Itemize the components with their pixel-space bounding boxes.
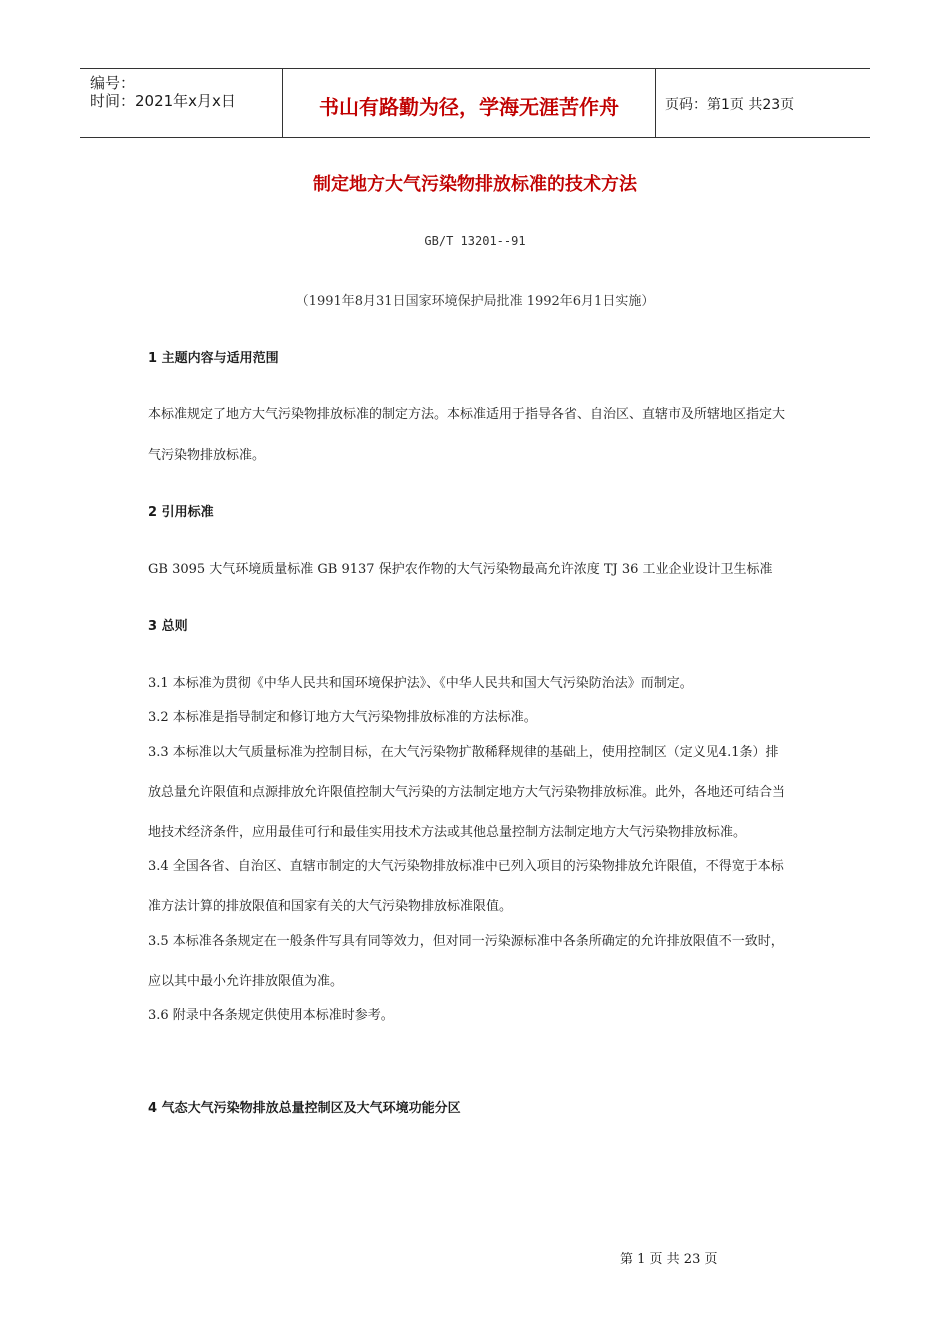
clause-3-4-line-2: 准方法计算的排放限值和国家有关的大气污染物排放标准限值。 xyxy=(148,899,513,914)
clause-3-3-line-3: 地技术经济条件，应用最佳可行和最佳实用技术方法或其他总量控制方法制定地方大气污染物排放标准。 xyxy=(148,825,747,840)
header-page-cell xyxy=(655,69,870,137)
header-motto-cell xyxy=(282,69,656,137)
section-1-heading: 1 主题内容与适用范围 xyxy=(148,351,279,366)
page-info: 页码：第1页 共23页 xyxy=(665,97,795,113)
section-1-paragraph-line-1: 本标准规定了地方大气污染物排放标准的制定方法。本标准适用于指导各省、自治区、直辖市及所辖地区指定大 xyxy=(148,407,786,422)
section-1-paragraph-line-2: 气污染物排放标准。 xyxy=(148,448,266,463)
clause-3-4-line-1: 3.4 全国各省、自治区、直辖市制定的大气污染物排放标准中已列入项目的污染物排放允许限值，不得宽于本标 xyxy=(148,859,784,874)
section-2-paragraph: GB 3095 大气环境质量标准 GB 9137 保护农作物的大气污染物最高允许浓度 TJ 36 工业企业设计卫生标准 xyxy=(148,562,773,577)
clause-3-6: 3.6 附录中各条规定供使用本标准时参考。 xyxy=(148,1008,394,1023)
motto-text: 书山有路勤为径，学海无涯苦作舟 xyxy=(319,95,619,119)
document-header xyxy=(80,68,870,138)
section-4-heading: 4 气态大气污染物排放总量控制区及大气环境功能分区 xyxy=(148,1101,461,1116)
document-title: 制定地方大气污染物排放标准的技术方法 xyxy=(313,174,637,195)
header-meta-cell xyxy=(80,69,282,137)
clause-3-5-line-2: 应以其中最小允许排放限值为准。 xyxy=(148,974,344,989)
clause-3-5-line-1: 3.5 本标准各条规定在一般条件写具有同等效力，但对同一污染源标准中各条所确定的允许排放限值不一致时， xyxy=(148,934,784,949)
page-footer: 第 1 页 共 23 页 xyxy=(620,1252,718,1267)
standard-code: GB/T 13201--91 xyxy=(424,234,526,248)
clause-3-2: 3.2 本标准是指导制定和修订地方大气污染物排放标准的方法标准。 xyxy=(148,710,537,725)
approval-note: （1991年8月31日国家环境保护局批准 1992年6月1日实施） xyxy=(295,294,655,309)
time-label: 时间：2021年x月x日 xyxy=(90,92,236,110)
section-3-heading: 3 总则 xyxy=(148,619,188,634)
clause-3-3-line-1: 3.3 本标准以大气质量标准为控制目标，在大气污染物扩散稀释规律的基础上，使用控制区（定义见4.1条）排 xyxy=(148,745,779,760)
number-label: 编号： xyxy=(90,74,136,92)
clause-3-1: 3.1 本标准为贯彻《中华人民共和国环境保护法》、《中华人民共和国大气污染防治法》而制定。 xyxy=(148,676,693,691)
clause-3-3-line-2: 放总量允许限值和点源排放允许限值控制大气污染的方法制定地方大气污染物排放标准。此外，各地还可结合当 xyxy=(148,785,786,800)
section-2-heading: 2 引用标准 xyxy=(148,505,214,520)
